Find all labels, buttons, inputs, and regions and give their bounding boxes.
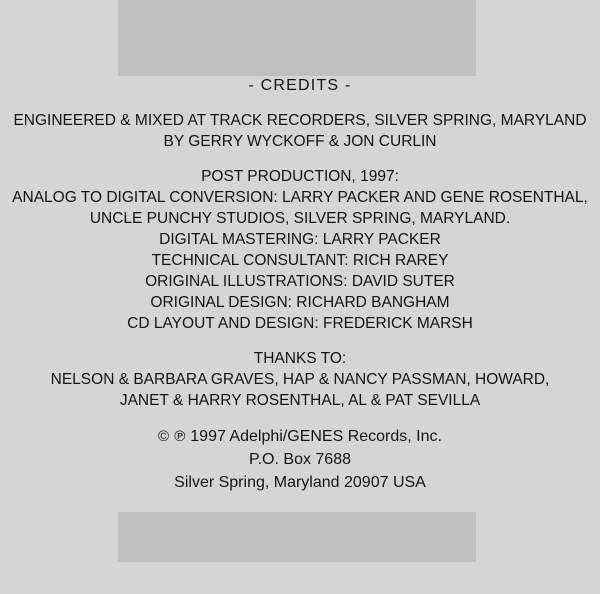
address-line: P.O. Box 7688 bbox=[249, 451, 351, 468]
post-production-line: CD LAYOUT AND DESIGN: FREDERICK MARSH bbox=[127, 315, 473, 332]
copyright-block bbox=[0, 425, 600, 494]
engineering-line: BY GERRY WYCKOFF & JON CURLIN bbox=[163, 133, 437, 150]
post-production-block bbox=[0, 166, 600, 334]
copyright-marks: © ℗ bbox=[158, 428, 186, 445]
post-production-line: ORIGINAL ILLUSTRATIONS: DAVID SUTER bbox=[145, 273, 455, 290]
address-line: Silver Spring, Maryland 20907 USA bbox=[174, 474, 426, 491]
post-production-line: DIGITAL MASTERING: LARRY PACKER bbox=[159, 231, 441, 248]
post-production-line: ANALOG TO DIGITAL CONVERSION: LARRY PACKER AND GENE ROSENTHAL, bbox=[12, 189, 588, 206]
engineering-block bbox=[0, 110, 600, 152]
thanks-line: NELSON & BARBARA GRAVES, HAP & NANCY PASSMAN, HOWARD, bbox=[50, 371, 550, 388]
copyright-line bbox=[0, 425, 600, 448]
post-production-line: UNCLE PUNCHY STUDIOS, SILVER SPRING, MARYLAND. bbox=[89, 210, 511, 227]
post-production-heading: POST PRODUCTION, 1997: bbox=[201, 168, 399, 185]
thanks-block bbox=[0, 348, 600, 411]
post-production-line: TECHNICAL CONSULTANT: RICH RAREY bbox=[151, 252, 449, 269]
page-title: - CREDITS - bbox=[248, 77, 352, 94]
copyright-text: 1997 Adelphi/GENES Records, Inc. bbox=[190, 428, 442, 445]
post-production-line: ORIGINAL DESIGN: RICHARD BANGHAM bbox=[150, 294, 450, 311]
engineering-line: ENGINEERED & MIXED AT TRACK RECORDERS, SILVER SPRING, MARYLAND bbox=[13, 112, 587, 129]
thanks-line: JANET & HARRY ROSENTHAL, AL & PAT SEVILLA bbox=[119, 392, 481, 409]
thanks-heading: THANKS TO: bbox=[253, 350, 347, 367]
